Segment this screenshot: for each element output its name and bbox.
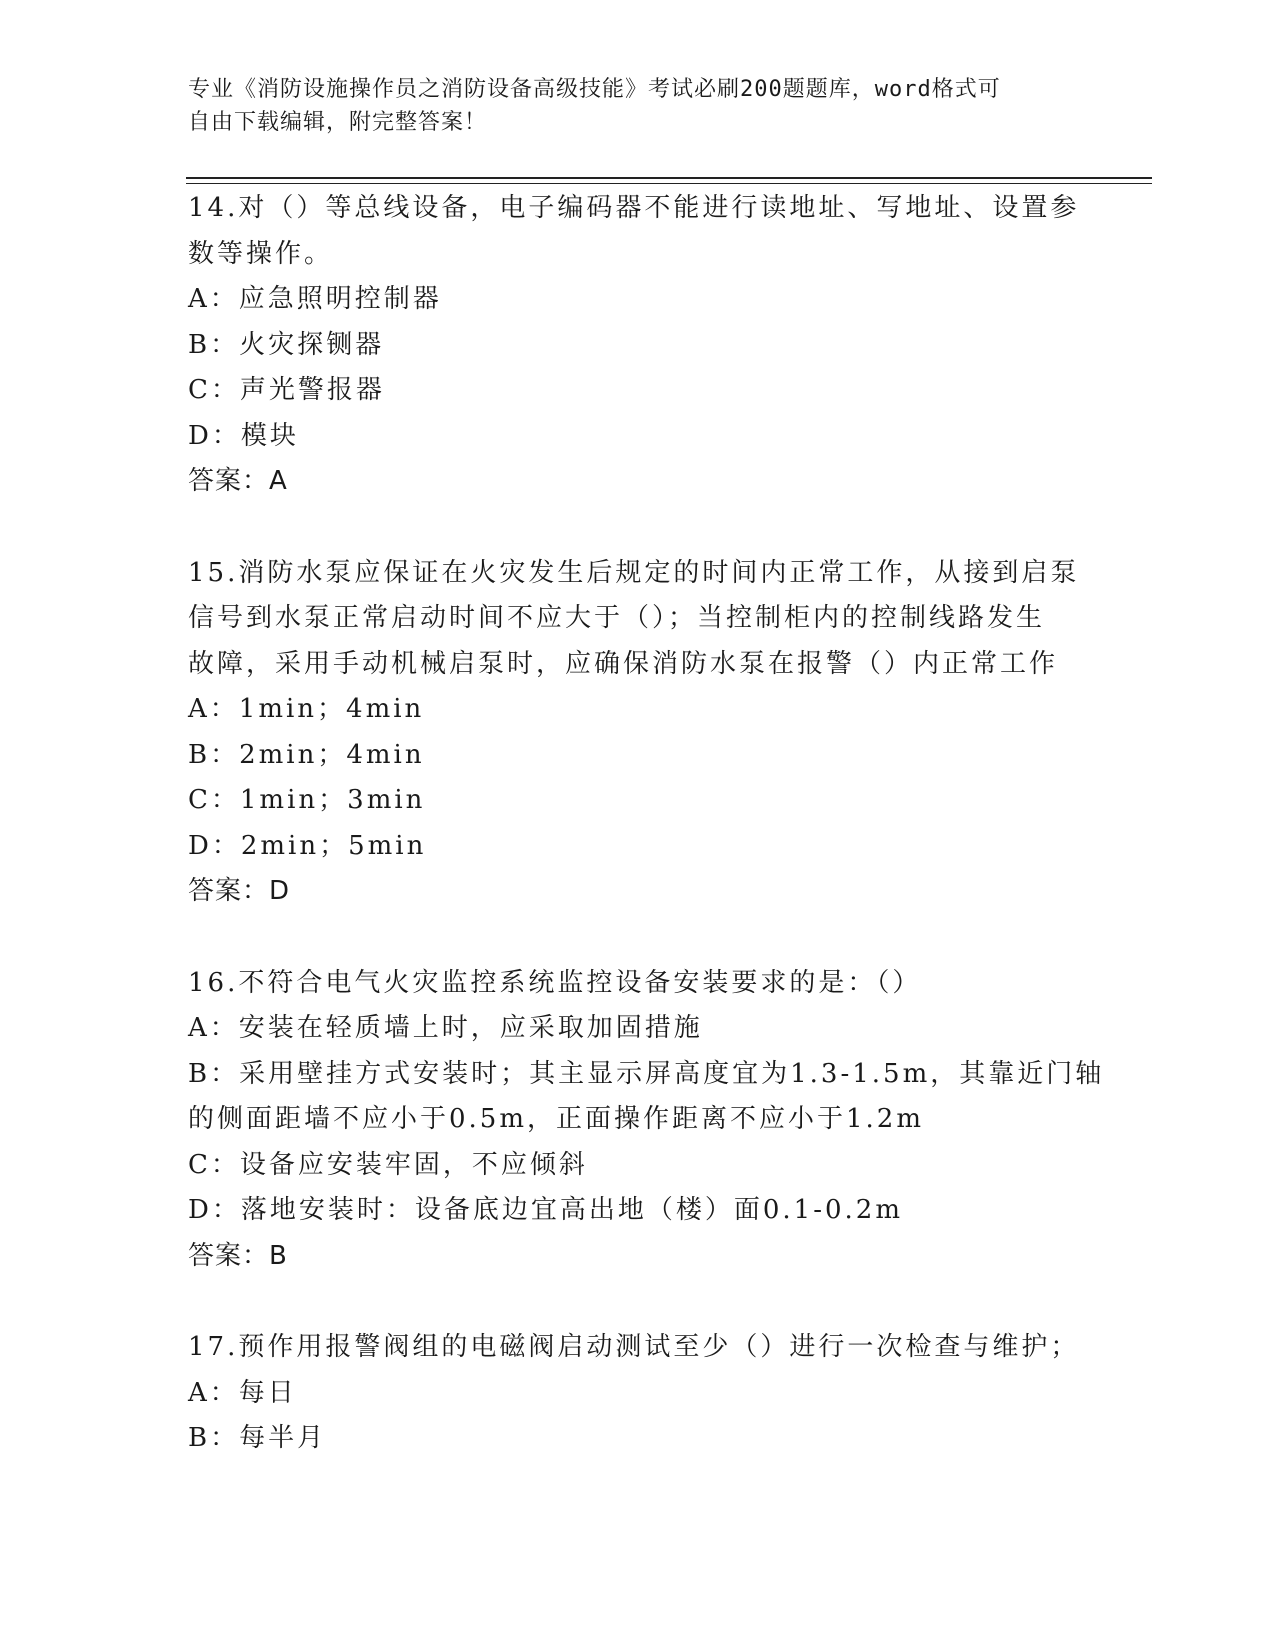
question-list xyxy=(188,186,1188,1462)
option-a: A：安装在轻质墙上时，应采取加固措施 xyxy=(188,1013,703,1043)
option-b-continued: 的侧面距墙不应小于0.5m，正面操作距离不应小于1.2m xyxy=(188,1104,925,1134)
header-line-1: 专业《消防设施操作员之消防设备高级技能》考试必刷200题题库，word格式可 xyxy=(188,77,1001,102)
question-stem: 15.消防水泵应保证在火灾发生后规定的时间内正常工作，从接到启泵 xyxy=(188,557,1080,588)
option-c: C：声光警报器 xyxy=(188,375,385,405)
question-stem: 数等操作。 xyxy=(188,238,334,269)
option-b: B：采用壁挂方式安装时；其主显示屏高度宜为1.3-1.5m，其靠近门轴 xyxy=(188,1058,1105,1089)
answer-line: 答案：A xyxy=(188,466,288,496)
answer-line: 答案：D xyxy=(188,876,291,906)
header-divider-thin xyxy=(186,183,1152,184)
option-d: D：落地安装时：设备底边宜高出地（楼）面0.1-0.2m xyxy=(188,1195,903,1225)
option-b: B：2min；4min xyxy=(188,739,425,770)
header-divider-thick xyxy=(186,177,1152,179)
question-stem: 16.不符合电气火灾监控系统监控设备安装要求的是：（） xyxy=(188,967,922,998)
option-c: C：设备应安装牢固，不应倾斜 xyxy=(188,1149,588,1180)
question-16 xyxy=(188,961,1188,1280)
answer-line: 答案：B xyxy=(188,1240,288,1271)
question-15 xyxy=(188,551,1188,915)
option-a: A：每日 xyxy=(188,1377,297,1408)
option-d: D：2min；5min xyxy=(188,830,427,861)
question-stem: 17.预作用报警阀组的电磁阀启动测试至少（）进行一次检查与维护； xyxy=(188,1332,1080,1362)
option-d: D：模块 xyxy=(188,420,299,451)
option-a: A：1min；4min xyxy=(188,694,425,724)
question-14 xyxy=(188,186,1188,505)
document-header xyxy=(188,73,1068,139)
question-17 xyxy=(188,1325,1188,1462)
header-line-2: 自由下载编辑，附完整答案！ xyxy=(188,110,488,135)
question-stem: 信号到水泵正常启动时间不应大于（）；当控制柜内的控制线路发生 xyxy=(188,603,1046,633)
option-b: B：火灾探铡器 xyxy=(188,329,385,360)
option-c: C：1min；3min xyxy=(188,785,426,815)
question-stem: 14.对（）等总线设备，电子编码器不能进行读地址、写地址、设置参 xyxy=(188,193,1080,223)
option-b: B：每半月 xyxy=(188,1423,327,1453)
question-stem: 故障，采用手动机械启泵时，应确保消防水泵在报警（）内正常工作 xyxy=(188,648,1059,679)
option-a: A：应急照明控制器 xyxy=(188,284,442,314)
